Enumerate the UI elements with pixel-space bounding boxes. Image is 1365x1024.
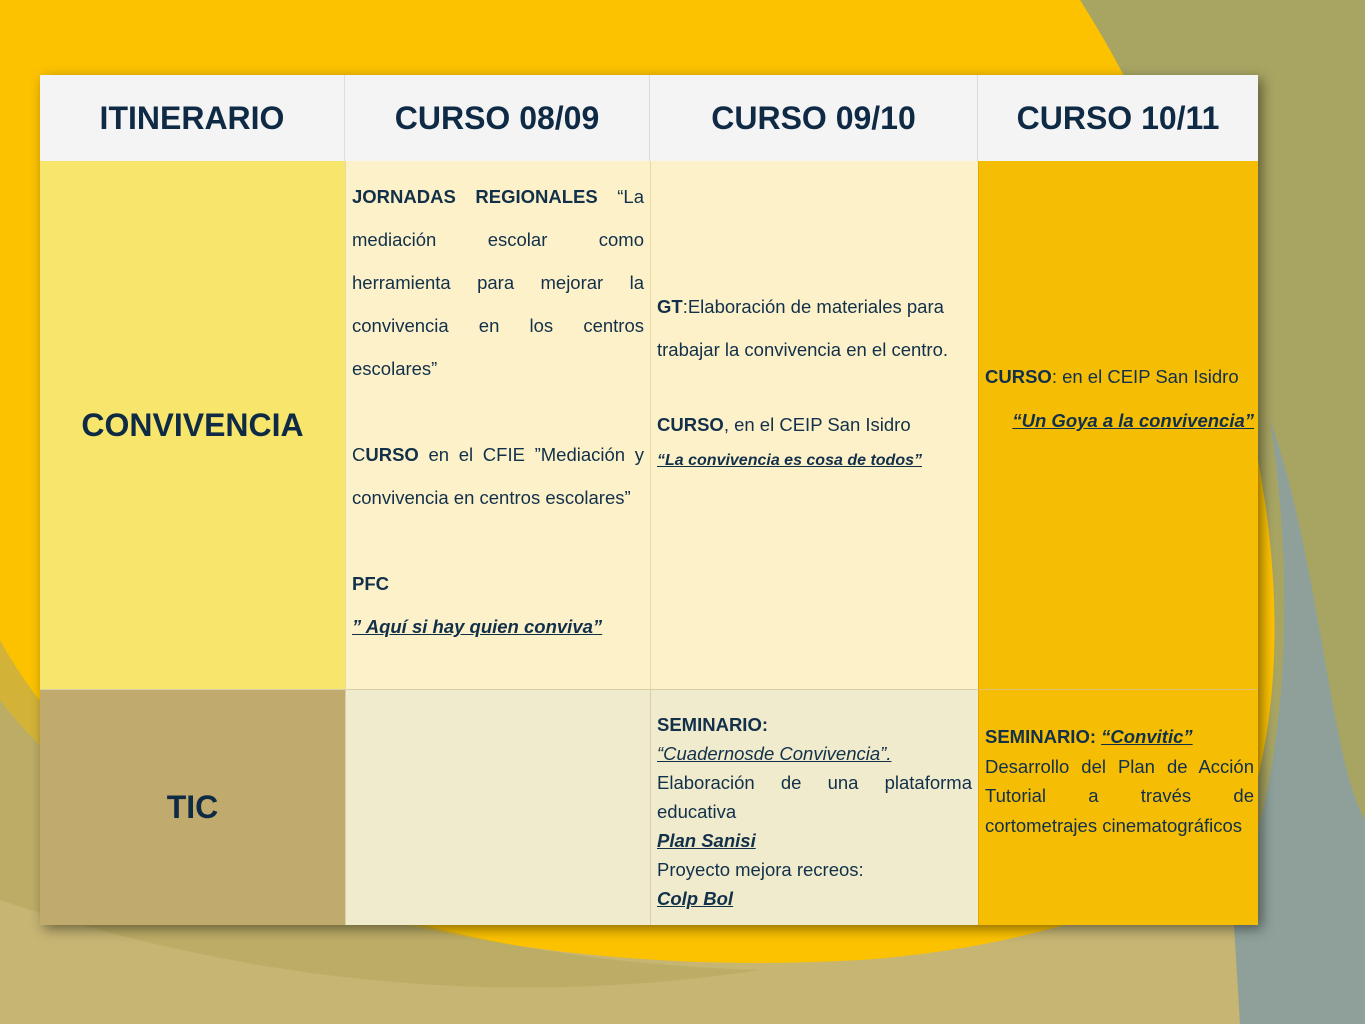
header-itinerario: ITINERARIO bbox=[40, 75, 345, 161]
cell-tic-0809 bbox=[345, 689, 650, 925]
curso-cfie-text: CURSO en el CFIE ”Mediación y convivencia en centros escolares” bbox=[352, 444, 644, 508]
colp-bol-link[interactable]: Colp Bol bbox=[657, 888, 734, 909]
seminario-label: SEMINARIO: bbox=[657, 714, 768, 735]
gt-materiales-text: GT:Elaboración de materiales para trabajar la convivencia en el centro. bbox=[657, 296, 949, 360]
proyecto-recreos-text: Proyecto mejora recreos: bbox=[657, 859, 864, 880]
cell-convivencia-0809 bbox=[345, 161, 650, 689]
header-curso-0809: CURSO 08/09 bbox=[345, 75, 650, 161]
curso-ceip-title-link[interactable]: “La convivencia es cosa de todos” bbox=[657, 452, 922, 469]
row-label-convivencia: CONVIVENCIA bbox=[40, 161, 345, 689]
un-goya-title-link[interactable]: “Un Goya a la convivencia” bbox=[1012, 410, 1254, 431]
cell-convivencia-0910 bbox=[650, 161, 978, 689]
header-curso-0910: CURSO 09/10 bbox=[650, 75, 978, 161]
header-curso-1011: CURSO 10/11 bbox=[978, 75, 1258, 161]
cuadernos-title-link[interactable]: “Cuadernosde Convivencia”. bbox=[657, 743, 892, 764]
pfc-title-link[interactable]: ” Aquí si hay quien conviva” bbox=[352, 616, 603, 637]
cell-tic-1011 bbox=[978, 689, 1258, 925]
plan-sanisi-link[interactable]: Plan Sanisi bbox=[657, 830, 756, 851]
row-label-tic: TIC bbox=[40, 689, 345, 925]
pfc-label: PFC bbox=[352, 573, 389, 594]
cell-convivencia-1011 bbox=[978, 161, 1258, 689]
plataforma-desc: Elaboración de una plataforma educativa bbox=[657, 772, 972, 822]
curso-san-isidro-text: CURSO: en el CEIP San Isidro bbox=[985, 366, 1239, 387]
curso-ceip-text: CURSO, en el CEIP San Isidro bbox=[657, 414, 911, 435]
itinerary-table bbox=[40, 75, 1258, 925]
plan-accion-desc: Desarrollo del Plan de Acción Tutorial a través de cortometrajes cinematográficos bbox=[985, 755, 1254, 836]
cell-tic-0910 bbox=[650, 689, 978, 925]
convitic-title-link[interactable]: “Convitic” bbox=[1101, 726, 1193, 747]
jornadas-regionales-text: JORNADAS REGIONALES “La mediación escolar como herramienta para mejorar la convivencia en los centros escolares” bbox=[352, 186, 644, 379]
seminario-convitic-text: SEMINARIO: “Convitic” bbox=[985, 726, 1193, 747]
